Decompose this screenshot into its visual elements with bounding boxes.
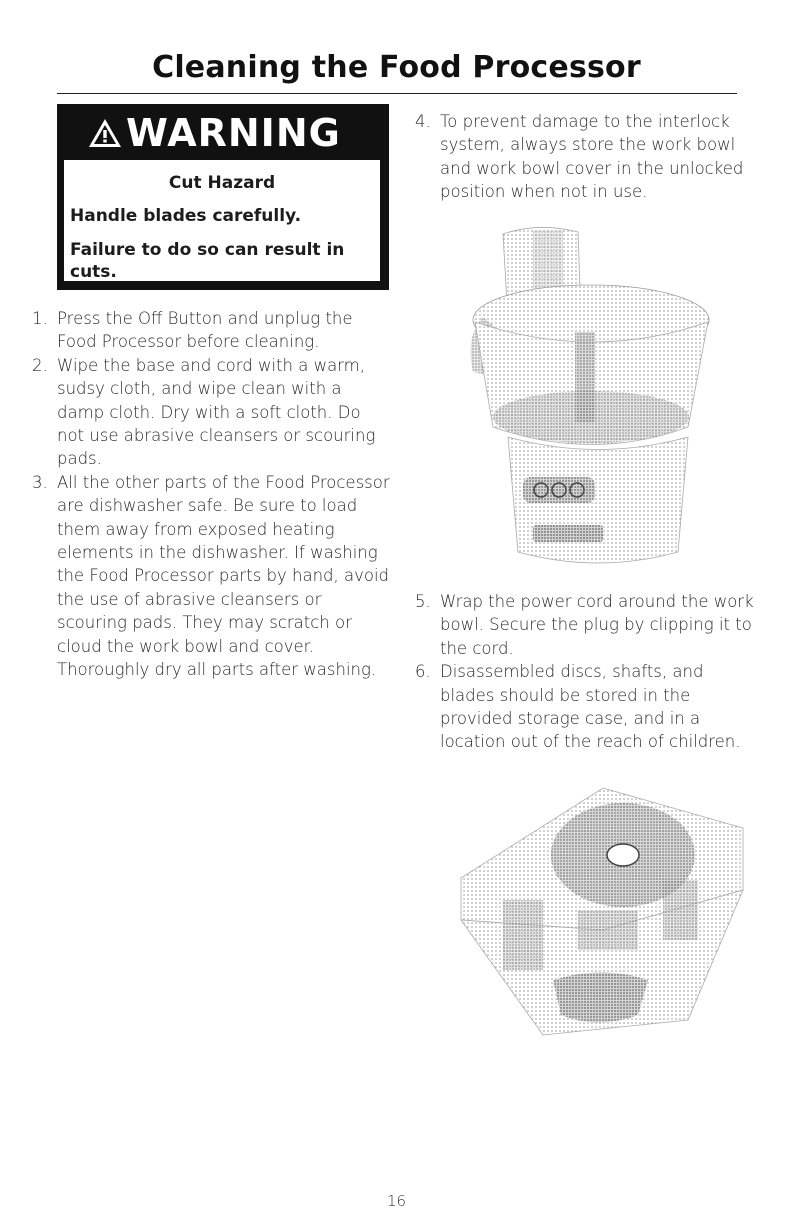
step-text: Press the Off Button and unplug the Food Processor before cleaning. (57, 309, 353, 352)
list-item (413, 660, 758, 754)
step-text: Disassembled discs, shafts, and blades should be stored in the provided storage case, and in a location out of the reach of children. (440, 662, 741, 752)
cleaning-steps-right-bottom (413, 590, 758, 754)
step-text: All the other parts of the Food Processor are dishwasher safe. Be sure to load them away from exposed heating elements in the dishwasher. If washing the Food Processor parts by hand, avoid the use of abrasive cleansers or scouring pads. They may scratch or cloud the work bowl and cover. Thoroughly dry all parts after washing. (57, 472, 390, 680)
page-title: Cleaning the Food Processor (152, 50, 641, 85)
list-item (30, 354, 390, 471)
warning-consequence: Failure to do so can result in cuts. (70, 240, 345, 282)
list-item (413, 590, 758, 660)
cleaning-steps-left (30, 307, 390, 682)
warning-box (57, 104, 389, 290)
list-item (413, 110, 758, 204)
step-number: 2. (32, 355, 48, 375)
step-number: 5. (415, 592, 431, 611)
warning-heading: WARNING (126, 111, 341, 155)
step-number: 3. (32, 472, 48, 492)
warning-header (58, 105, 388, 160)
step-text: Wipe the base and cord with a warm, sudsy cloth, and wipe clean with a damp cloth. Dry with a soft cloth. Do not use abrasive cleansers or scouring pads. (57, 355, 376, 469)
warning-hazard: Cut Hazard (168, 173, 276, 193)
page-number: 16 (386, 1192, 407, 1210)
warning-triangle-icon (88, 118, 122, 148)
title-divider (57, 93, 737, 94)
cleaning-steps-right-top (413, 110, 758, 204)
storage-case-illustration (443, 770, 748, 1040)
step-number: 1. (32, 309, 48, 328)
warning-instruction: Handle blades carefully. (70, 206, 302, 226)
step-text: To prevent damage to the interlock system, always store the work bowl and work bowl cover in the unlocked position when not in use. (440, 112, 744, 202)
warning-body (64, 160, 380, 281)
food-processor-illustration (463, 222, 748, 577)
step-number: 6. (415, 662, 431, 682)
list-item (30, 307, 390, 354)
step-number: 4. (415, 112, 431, 131)
step-text: Wrap the power cord around the work bowl. Secure the plug by clipping it to the cord. (440, 592, 754, 658)
list-item (30, 471, 390, 682)
